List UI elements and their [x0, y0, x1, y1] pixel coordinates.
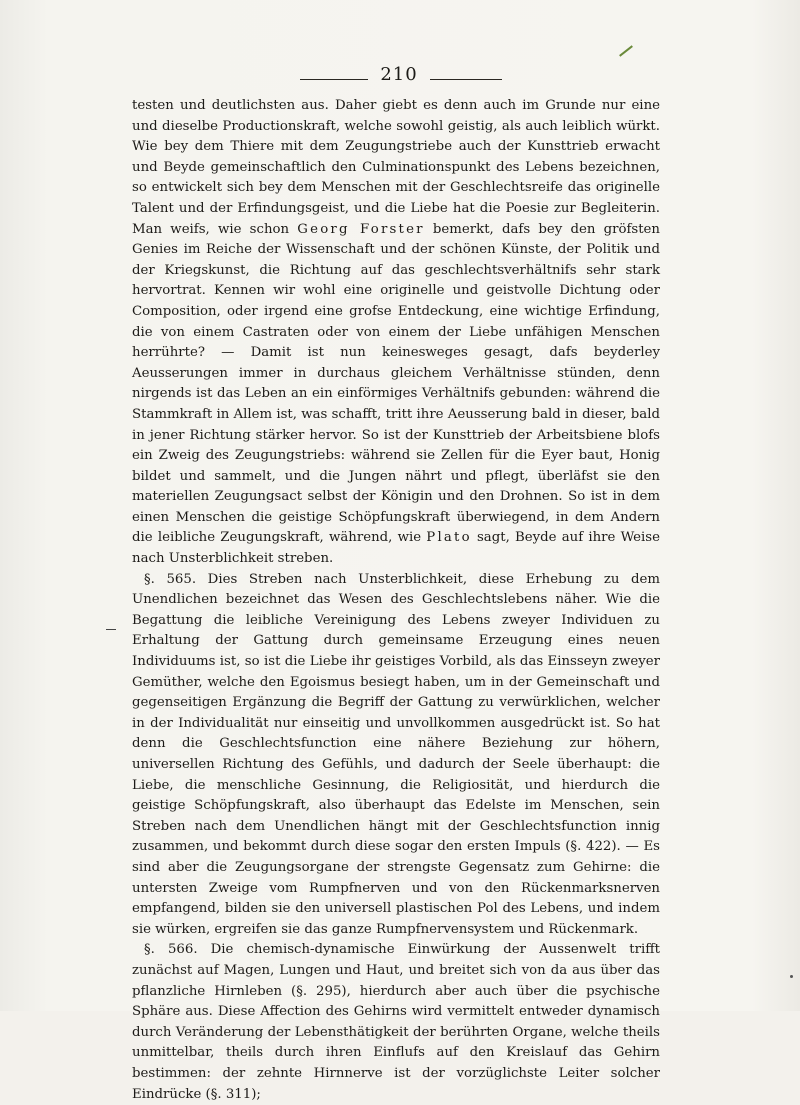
- pencil-mark: [619, 45, 633, 56]
- text-run: §. 565. Dies Streben nach Unsterblichkeit, diese Erhebung zu dem Unendlichen bezeichnet das Wesen des Geschlechtslebens näher. Wie die Begattung die leibliche Vereinigung des Lebens zweyer Individuen zu Erhaltung der Gattung durch gemeinsame Erzeugung eines neuen Individuums ist, so ist die Liebe ihr geistiges Vorbild, als das Einsseyn zweyer Gemüther, welche den Egoismus besiegt haben, um in der Gemeinschaft und gegenseitigen Ergänzung die Begriff der Gattung zu verwürklichen, welcher in der Individualität nur einseitig und unvollkommen ausgedrückt ist. So hat denn die Geschlechtsfunction eine nähere Beziehung zur höhern, universellen Richtung des Gefühls, und dadurch der Seele überhaupt: die Liebe, die menschliche Gesinnung, die Religiosität, und hierdurch die geistige Schöpfungskraft, also überhaupt das Edelste im Menschen, sein Streben nach dem Unendlichen hängt mit der Geschlechtsfunction innig zusammen, und bekommt durch diese sogar den ersten Impuls (§. 422). — Es sind aber die Zeugungsorgane der strengste Gegensatz zum Gehirne: die untersten Zweige vom Rumpfnerven und von den Rückenmarksnerven empfangend, bilden sie den universell plastischen Pol des Lebens, und indem sie würken, ergreifen sie das ganze Rumpfnervensystem und Rückenmark.: [132, 571, 660, 937]
- header-rule-left: [300, 79, 368, 80]
- paragraph-section-565: [132, 570, 660, 941]
- spaced-name: Georg Forster: [297, 221, 425, 237]
- text-run: bemerkt, dafs bey den gröfsten Genies im Reiche der Wissenschaft und der schönen Künste, der Politik und der Kriegskunst, die Richtung auf das geschlechtsverhältnifs sehr stark hervortrat. Kennen wir wohl eine originelle und geistvolle Dichtung oder Composition, oder irgend eine grofse Entdeckung, eine wichtige Erfindung, die von einem Castraten oder von einem der Liebe unfähigen Menschen herrührte? — Damit ist nun keinesweges gesagt, dafs beyderley Aeusserungen immer in durchaus gleichem Verhältnisse stünden, denn nirgends ist das Leben an ein einförmiges Verhältnifs gebunden: während die Stammkraft in Allem ist, was schafft, tritt ihre Aeusserung bald in dieser, bald in jener Richtung stärker hervor. So ist der Kunsttrieb der Arbeitsbiene blofs ein Zweig des Zeugungstriebs: während sie Zellen für die Eyer baut, Honig bildet und sammelt, und die Jungen nährt und pflegt, überläfst sie den materiellen Zeugungsact selbst der Königin und den Drohnen. So ist in dem einen Menschen die geistige Schöpfungskraft überwiegend, in dem Andern die leibliche Zeugungskraft, während, wie: [132, 221, 660, 546]
- body-text: [132, 96, 660, 1105]
- page-speck: [790, 975, 793, 978]
- header-rule-right: [430, 79, 502, 80]
- paragraph: [132, 96, 660, 570]
- page-header: [0, 62, 800, 92]
- text-run: testen und deutlichsten aus. Daher giebt es denn auch im Grunde nur eine und dieselbe Productionskraft, welche sowohl geistig, als auch leiblich würkt. Wie bey dem Thiere mit dem Zeugungstriebe auch der Kunsttrieb erwacht und Beyde gemeinschaftlich den Culminationspunkt des Lebens bezeichnen, so entwickelt sich bey dem Menschen mit der Geschlechtsreife das originelle Talent und der Erfindungsgeist, und die Liebe hat die Poesie zur Begleiterin. Man weifs, wie schon: [132, 98, 660, 237]
- page-number: 210: [380, 64, 418, 85]
- paragraph-section-566: [132, 940, 660, 1105]
- text-run: sagt, Beyde auf ihre Weise nach Unsterblichkeit streben.: [132, 530, 660, 567]
- text-run: §. 566. Die chemisch-dynamische Einwürkung der Aussenwelt trifft zunächst auf Magen, Lungen und Haut, und breitet sich von da aus über das pflanzliche Hirnleben (§. 295), hierdurch aber auch über die psychische Sphäre aus. Diese Affection des Gehirns wird vermittelt entweder dynamisch durch Veränderung der Lebensthätigkeit der berührten Organe, welche theils unmittelbar, theils durch ihren Einflufs auf den Kreislauf das Gehirn bestimmen: der zehnte Hirnnerve ist der vorzüglichste Leiter solcher Eindrücke (§. 311);: [132, 942, 660, 1102]
- margin-mark: [106, 629, 116, 630]
- spaced-name: Plato: [426, 530, 472, 546]
